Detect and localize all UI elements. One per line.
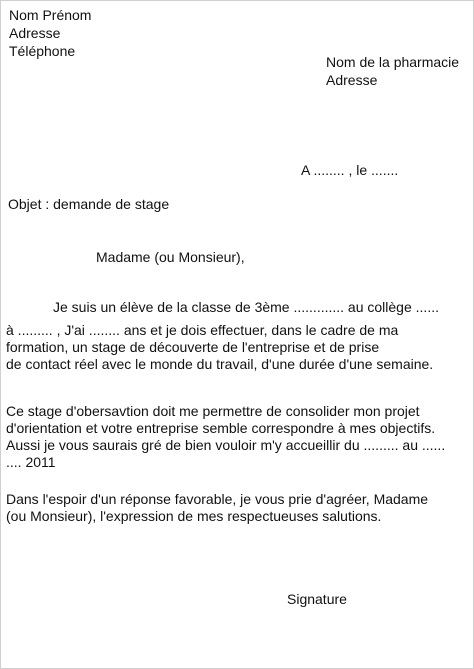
recipient-address: Adresse (326, 72, 378, 88)
paragraph-line: à ......... , J'ai ........ ans et je dois effectuer, dans le cadre de ma (6, 322, 399, 338)
paragraph-line: Dans l'espoir d'un réponse favorable, je vous prie d'agréer, Madame (6, 491, 429, 507)
paragraph-line: d'orientation et votre entreprise semble correspondre à mes objectifs. (6, 420, 436, 436)
sender-address: Adresse (9, 25, 61, 41)
paragraph-line: Aussi je vous saurais gré de bien vouloir m'y accueillir du ......... au ...... (6, 437, 446, 453)
sender-name: Nom Prénom (9, 7, 92, 23)
paragraph-line: Je suis un élève de la classe de 3ème ............. au collège ...... (53, 299, 439, 315)
place-date: A ........ , le ....... (301, 162, 399, 178)
paragraph-line: (ou Monsieur), l'expression de mes respectueuses salutions. (6, 508, 382, 524)
paragraph-line: .... 2011 (6, 454, 56, 470)
paragraph-line: Ce stage d'obersavtion doit me permettre de consolider mon projet (6, 403, 420, 419)
subject-line: Objet : demande de stage (8, 196, 170, 212)
recipient-name: Nom de la pharmacie (326, 54, 460, 70)
sender-phone: Téléphone (9, 43, 76, 59)
signature-label: Signature (287, 591, 347, 607)
paragraph-line: de contact réel avec le monde du travail, d'une durée d'une semaine. (6, 356, 434, 372)
salutation: Madame (ou Monsieur), (96, 249, 245, 265)
paragraph-line: formation, un stage de découverte de l'entreprise et de prise (6, 339, 380, 355)
